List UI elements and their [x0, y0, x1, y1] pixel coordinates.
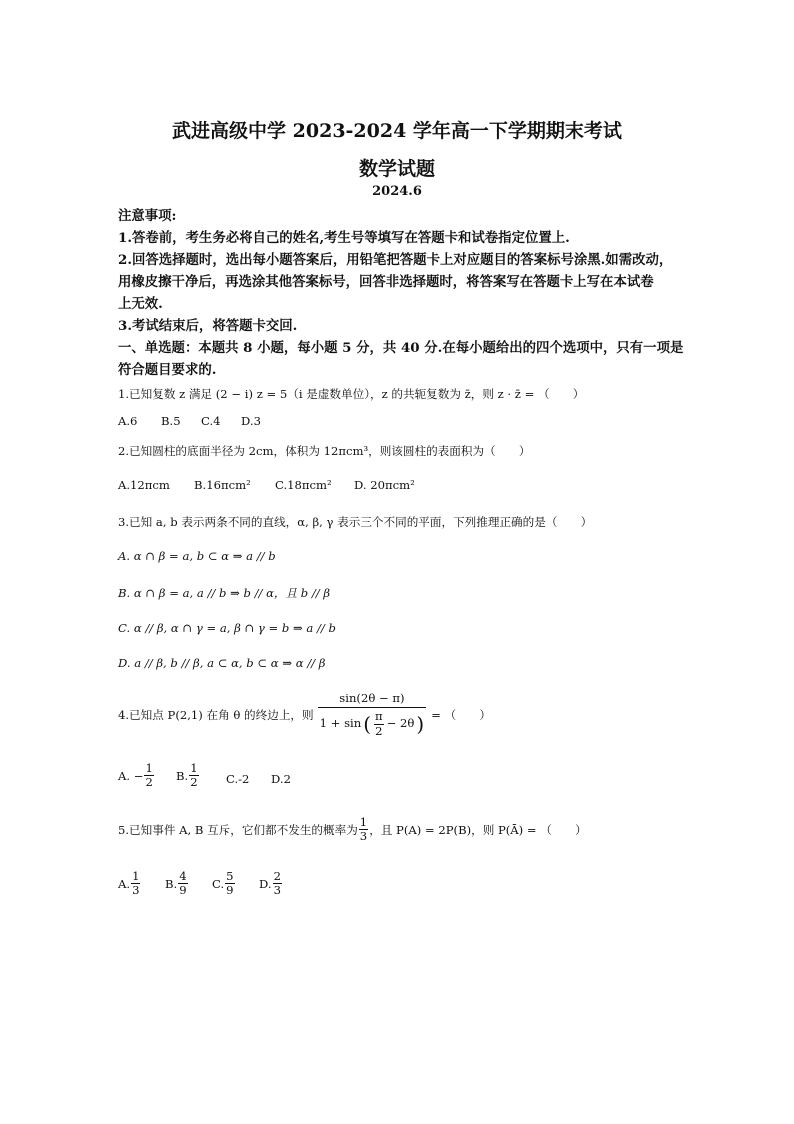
question-2-stem: 2.已知圆柱的底面半径为 2cm，体积为 12πcm³，则该圆柱的表面积为（ ）: [118, 444, 531, 458]
notice-item: 3.考试结束后，将答题卡交回.: [118, 318, 298, 334]
question-1-option-b: B.5: [161, 414, 181, 428]
question-5-stem-suffix: ，且 P(A) = 2P(B)，则 P(Ā) = （ ）: [369, 822, 587, 837]
question-4-stem: [118, 690, 491, 740]
question-5-option-b: [165, 870, 189, 898]
notice-item: 上无效.: [118, 296, 163, 312]
question-4-option-c: C.-2: [226, 772, 250, 786]
question-4-option-d: D.2: [271, 772, 291, 786]
fraction-den: 3: [132, 883, 140, 898]
fraction: [189, 762, 198, 790]
question-5-option-a: [118, 870, 141, 898]
question-5-option-c: [212, 870, 236, 898]
fraction-den: 9: [226, 883, 234, 898]
fraction-den: 9: [179, 883, 187, 898]
question-4-inner-fraction: [374, 710, 384, 738]
question-4-den-suffix: − 2θ: [386, 716, 415, 731]
question-2-option-c: C.18πcm²: [275, 478, 332, 492]
option-label: B.: [176, 768, 189, 783]
question-1-option-a: A.6: [118, 414, 138, 428]
fraction-den: 3: [359, 829, 368, 844]
fraction-num: 2: [273, 869, 281, 883]
option-label: A. −: [118, 768, 144, 783]
question-4-stem-prefix: 4.已知点 P(2,1) 在角 θ 的终边上，则: [118, 707, 314, 722]
fraction-num: 1: [132, 869, 140, 883]
option-label: D.: [259, 876, 272, 891]
question-4-option-a: [118, 762, 155, 790]
exam-title: 武进高级中学 2023-2024 学年高一下学期期末考试: [172, 120, 622, 142]
fraction: [178, 870, 187, 898]
fraction-den: 2: [190, 775, 198, 790]
question-3-stem: 3.已知 a, b 表示两条不同的直线，α, β, γ 表示三个不同的平面，下列推理正确的是（ ）: [118, 515, 593, 529]
notice-item: 用橡皮擦干净后，再选涂其他答案标号，回答非选择题时，将答案写在答题卡上写在本试卷: [118, 274, 654, 290]
question-1-option-c: C.4: [201, 414, 221, 428]
fraction-den: 3: [273, 883, 281, 898]
question-2-option-b: B.16πcm²: [194, 478, 251, 492]
notice-heading: 注意事项:: [118, 208, 177, 224]
fraction: [144, 762, 153, 790]
question-5-stem: [118, 816, 587, 844]
question-3-option-d: D. a // β, b // β, a ⊂ α, b ⊂ α ⇒ α // β: [118, 656, 326, 670]
question-5-stem-prefix: 5.已知事件 A, B 互斥，它们都不发生的概率为: [118, 822, 358, 837]
question-1-option-d: D.3: [241, 414, 261, 428]
question-2-option-a: A.12πcm: [118, 478, 170, 492]
question-3-option-c: C. α // β, α ∩ γ = a, β ∩ γ = b ⇒ a // b: [118, 621, 336, 635]
section-heading: 一、单选题：本题共 8 小题，每小题 5 分，共 40 分.在每小题给出的四个选项中，只有一项是: [118, 340, 684, 356]
question-4-option-b: [176, 762, 200, 790]
fraction-num: 1: [145, 761, 153, 775]
option-label: C.: [212, 876, 225, 891]
fraction: [359, 816, 368, 844]
option-label: A.: [118, 876, 131, 891]
question-4-stem-suffix: = （ ）: [431, 707, 491, 722]
question-4-inner-num: π: [375, 709, 383, 724]
fraction-num: 1: [359, 815, 368, 829]
fraction: [225, 870, 234, 898]
section-heading-cont: 符合题目要求的.: [118, 362, 217, 378]
question-4-den-prefix: 1 + sin: [319, 716, 362, 731]
right-paren-icon: ): [416, 711, 425, 736]
question-2-option-d: D. 20πcm²: [354, 478, 415, 492]
fraction: [131, 870, 140, 898]
notice-item: 2.回答选择题时，选出每小题答案后，用铅笔把答题卡上对应题目的答案标号涂黑.如需改动，: [118, 252, 673, 268]
question-4-main-fraction: [318, 690, 427, 740]
notice-item: 1.答卷前，考生务必将自己的姓名,考生号等填写在答题卡和试卷指定位置上.: [118, 230, 570, 246]
exam-subtitle: 数学试题: [358, 158, 435, 180]
question-3-option-b: B. α ∩ β = a, a // b ⇒ b // α，且 b // β: [118, 586, 331, 600]
fraction: [273, 870, 282, 898]
fraction-num: 5: [226, 869, 234, 883]
fraction-num: 4: [179, 869, 187, 883]
question-4-inner-den: 2: [375, 723, 383, 738]
option-label: B.: [165, 876, 178, 891]
question-4-denominator: [318, 708, 427, 740]
exam-date: 2024.6: [372, 184, 422, 199]
question-5-option-d: [259, 870, 283, 898]
fraction-den: 2: [145, 775, 153, 790]
fraction-num: 1: [190, 761, 198, 775]
question-3-option-a: A. α ∩ β = a, b ⊂ α ⇒ a // b: [118, 549, 276, 563]
question-4-numerator: sin(2θ − π): [318, 690, 427, 708]
left-paren-icon: (: [363, 711, 372, 736]
question-1-stem: 1.已知复数 z 满足 (2 − i) z = 5（i 是虚数单位），z 的共轭复数为 z̄，则 z · z̄ = （ ）: [118, 387, 585, 401]
